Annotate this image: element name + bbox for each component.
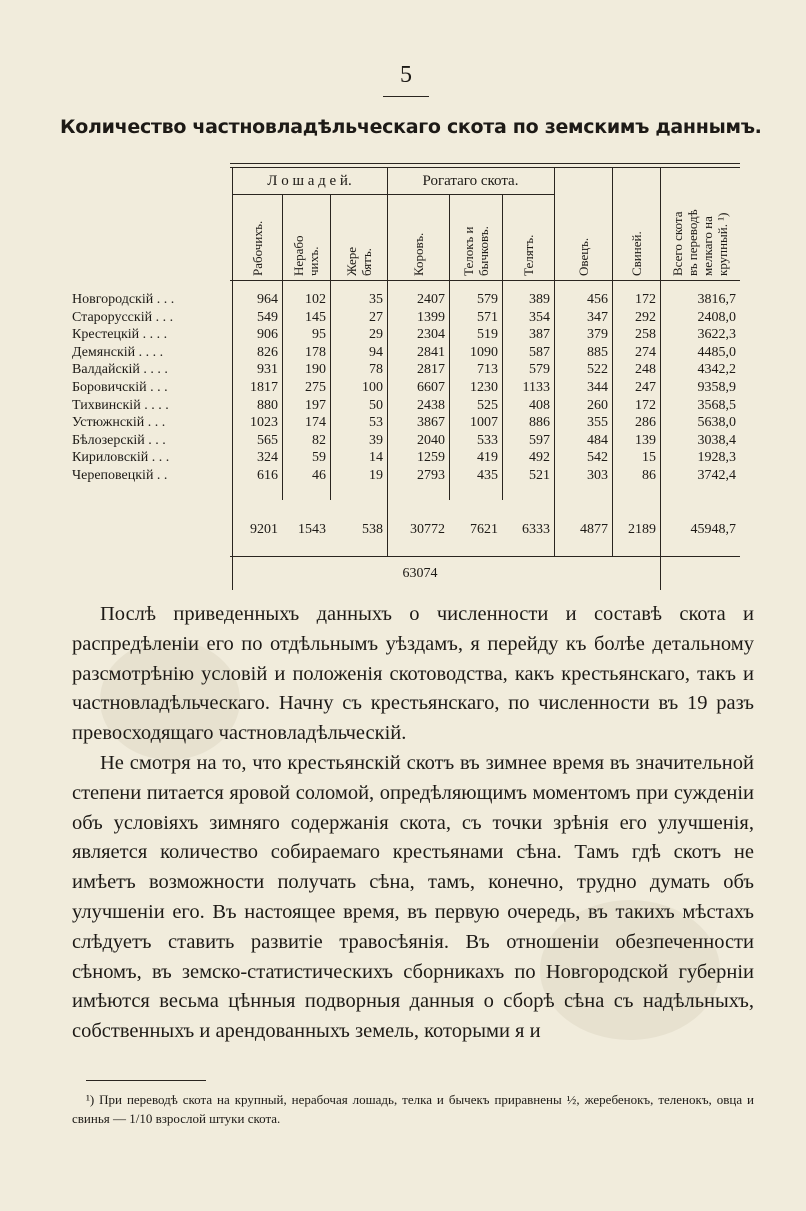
grand-total: 63074: [402, 566, 438, 581]
cell-working: 324: [257, 450, 278, 466]
cell-calves: 1133: [522, 380, 550, 395]
cell-total: 3622,3: [697, 327, 736, 343]
cell-sheep: 344: [587, 380, 608, 395]
cell-cows: 2407: [417, 292, 445, 307]
cell-cows: 3867: [417, 415, 445, 431]
district-name: Демянскій . . . .: [72, 344, 164, 360]
column-header-line: Телокъ и: [460, 226, 476, 276]
column-header-working: [250, 221, 265, 276]
table-top-rule: [230, 163, 740, 164]
column-header-line: Телятъ.: [520, 234, 536, 276]
cell-cows: 2438: [417, 397, 445, 413]
cell-working: 565: [257, 432, 278, 448]
column-header-foals: [344, 247, 374, 276]
column-header-line: бычковъ.: [475, 226, 491, 276]
group-header-cattle: Рогатаго скота.: [422, 173, 519, 189]
cell-cows: 2817: [417, 362, 445, 378]
column-header-calves: [521, 235, 536, 276]
cell-foals: 94: [369, 344, 383, 360]
cell-working: 549: [257, 309, 278, 325]
cell-pigs: 172: [635, 397, 656, 413]
cell-heifers: 713: [477, 362, 498, 378]
column-header-line: въ переводѣ: [685, 209, 700, 276]
total-total: 45948,7: [690, 522, 736, 537]
cell-sheep: 522: [587, 362, 608, 378]
cell-foals: 78: [369, 362, 383, 378]
table-top-rule-2: [230, 167, 740, 168]
cell-pigs: 139: [635, 432, 656, 448]
group-rule: [232, 194, 554, 195]
footnote: ¹) При переводѣ скота на крупный, нерабочая лошадь, телка и бычекъ приравнены ½, жеребенокъ, теленокъ, овца и свинья — 1/10 взрослой штуки скота.: [72, 1092, 754, 1126]
column-header-line: бятъ.: [358, 248, 374, 276]
cell-working: 880: [257, 397, 278, 413]
cell-calves: 354: [529, 309, 550, 325]
cell-sheep: 355: [587, 415, 608, 431]
cell-total: 1928,3: [697, 450, 736, 466]
cell-heifers: 579: [477, 292, 498, 307]
paragraph: Послѣ приведенныхъ данныхъ о численности и составѣ скота и распредѣленіи его по отдѣльнымъ уѣздамъ, я перейду къ болѣе детальному разсмотрѣнію условій и положенія скотоводства, какъ крестьянскаго, такъ и частновладѣльческаго. Начну съ крестьянскаго, по численности въ 19 разъ превосходящаго частновладѣльческій.: [72, 603, 754, 745]
district-name: Старорусскій . . .: [72, 309, 174, 325]
column-header-line: Нерабо: [291, 235, 306, 276]
cell-total: 3742,4: [697, 468, 736, 483]
cell-calves: 597: [529, 432, 550, 448]
cell-nonworking: 95: [312, 327, 326, 343]
cell-nonworking: 102: [305, 292, 326, 307]
cell-cows: 1259: [417, 450, 445, 466]
total-foals: 538: [362, 522, 383, 537]
cell-sheep: 542: [587, 450, 608, 466]
cell-nonworking: 275: [305, 380, 326, 395]
cell-working: 906: [257, 327, 278, 343]
cell-total: 9358,9: [697, 380, 736, 395]
cell-calves: 389: [529, 292, 550, 307]
cell-calves: 587: [529, 344, 550, 360]
district-name: Крестецкій . . . .: [72, 327, 168, 343]
page-title: Количество частновладѣльческаго скота по земскимъ даннымъ.: [60, 116, 762, 138]
paragraph: Не смотря на то, что крестьянскій скотъ въ зимнее время въ значительной степени питается яровой соломой, опредѣляющимъ моментомъ при сужденіи объ условіяхъ зимняго содержанія скота, съ точки зрѣнія его улучшенія, является количество собираемаго крестьянами сѣна. Тамъ гдѣ скотъ не имѣетъ возможности получать сѣна, тамъ, конечно, трудно думать объ улучшеніи его. Въ настоящее время, въ первую очередь, въ такихъ мѣстахъ слѣдуетъ ставить развитіе травосѣянія. Въ отношеніи обезпеченности сѣномъ, въ земско-статистическихъ сборникахъ по Новгородской губерніи имѣются весьма цѣнныя подворныя данныя о сборѣ сѣна съ надѣльныхъ, собственныхъ и арендованныхъ земель, которыми я и: [72, 751, 754, 1043]
cell-sheep: 456: [587, 292, 608, 307]
cell-cows: 1399: [417, 309, 445, 325]
cell-working: 1023: [250, 415, 278, 431]
cell-cows: 6607: [417, 380, 445, 395]
group-header-horses: Л о ш а д е й.: [267, 173, 352, 189]
column-header-line: мелкаго на: [700, 216, 715, 276]
district-name: Тихвинскій . . . .: [72, 397, 169, 413]
cell-calves: 387: [529, 327, 550, 343]
cell-heifers: 525: [477, 397, 498, 413]
column-header-heifers: [461, 226, 491, 276]
column-header-line: крупный. ¹): [715, 212, 730, 276]
cell-total: 2408,0: [697, 309, 736, 325]
cell-nonworking: 190: [305, 362, 326, 378]
cell-sheep: 347: [587, 309, 608, 325]
cell-sheep: 885: [587, 344, 608, 360]
column-header-pigs: [629, 231, 644, 276]
cell-nonworking: 174: [305, 415, 326, 431]
cell-working: 931: [257, 362, 278, 378]
column-header-line: Коровъ.: [410, 232, 426, 276]
cell-calves: 521: [529, 468, 550, 483]
footnote-rule: [86, 1080, 206, 1081]
cell-calves: 492: [529, 450, 550, 466]
column-header-line: Рабочихъ.: [249, 220, 265, 276]
cell-total: 3568,5: [697, 397, 736, 413]
cell-working: 1817: [250, 380, 278, 395]
column-header-line: Свиней.: [628, 231, 644, 276]
cell-pigs: 247: [635, 380, 656, 395]
district-name: Бѣлозерскій . . .: [72, 432, 166, 448]
column-header-total: [670, 209, 730, 276]
cell-pigs: 274: [635, 344, 656, 360]
cell-nonworking: 46: [312, 468, 326, 483]
column-header-line: Овецъ.: [575, 237, 591, 276]
cell-pigs: 258: [635, 327, 656, 343]
livestock-table: [0, 0, 806, 600]
column-header-cows: [411, 233, 426, 276]
cell-cows: 2793: [417, 468, 445, 483]
page-number: 5: [400, 62, 412, 88]
district-name: Новгородскій . . .: [72, 292, 175, 307]
cell-nonworking: 145: [305, 309, 326, 325]
cell-heifers: 1090: [470, 344, 498, 360]
header-bottom-rule: [230, 280, 740, 281]
cell-heifers: 419: [477, 450, 498, 466]
cell-cows: 2841: [417, 344, 445, 360]
total-sheep: 4877: [580, 522, 608, 537]
cell-total: 4485,0: [697, 344, 736, 360]
cell-foals: 39: [369, 432, 383, 448]
total-heifers: 7621: [470, 522, 498, 537]
total-nonworking: 1543: [298, 522, 326, 537]
cell-foals: 19: [369, 468, 383, 483]
cell-pigs: 292: [635, 309, 656, 325]
cell-sheep: 260: [587, 397, 608, 413]
total-calves: 6333: [522, 522, 550, 537]
district-name: Кириловскій . . .: [72, 450, 170, 466]
cell-sheep: 303: [587, 468, 608, 483]
cell-foals: 27: [369, 309, 383, 325]
cell-heifers: 435: [477, 468, 498, 483]
cell-heifers: 1230: [470, 380, 498, 395]
column-header-sheep: [576, 238, 591, 276]
cell-heifers: 519: [477, 327, 498, 343]
column-header-line: чихъ.: [306, 246, 321, 276]
cell-foals: 29: [369, 327, 383, 343]
cell-heifers: 1007: [470, 415, 498, 431]
column-header-line: Всего скота: [670, 211, 685, 276]
cell-total: 5638,0: [697, 415, 736, 431]
cell-pigs: 86: [642, 468, 656, 483]
cell-total: 4342,2: [697, 362, 736, 378]
cell-calves: 408: [529, 397, 550, 413]
district-name: Валдайскій . . . .: [72, 362, 168, 378]
cell-foals: 50: [369, 397, 383, 413]
cell-pigs: 172: [635, 292, 656, 307]
cell-total: 3038,4: [697, 432, 736, 448]
total-pigs: 2189: [628, 522, 656, 537]
cell-working: 964: [257, 292, 278, 307]
cell-nonworking: 82: [312, 432, 326, 448]
cell-cows: 2304: [417, 327, 445, 343]
cell-sheep: 379: [587, 327, 608, 343]
cell-pigs: 15: [642, 450, 656, 466]
cell-foals: 35: [369, 292, 383, 307]
cell-working: 616: [257, 468, 278, 483]
total-working: 9201: [250, 522, 278, 537]
cell-sheep: 484: [587, 432, 608, 448]
column-header-nonworking: [291, 235, 321, 276]
column-header-line: Жере: [343, 246, 359, 276]
cell-nonworking: 59: [312, 450, 326, 466]
cell-total: 3816,7: [697, 292, 736, 307]
cell-calves: 886: [529, 415, 550, 431]
body-text: [72, 600, 754, 1047]
total-cows: 30772: [410, 522, 445, 537]
cell-pigs: 286: [635, 415, 656, 431]
cell-heifers: 571: [477, 309, 498, 325]
district-name: Устюжнскій . . .: [72, 415, 166, 431]
cell-pigs: 248: [635, 362, 656, 378]
totals-bottom-rule: [230, 556, 740, 557]
cell-foals: 14: [369, 450, 383, 466]
cell-cows: 2040: [417, 432, 445, 448]
cell-calves: 579: [529, 362, 550, 378]
cell-foals: 100: [362, 380, 383, 395]
cell-heifers: 533: [477, 432, 498, 448]
cell-nonworking: 197: [305, 397, 326, 413]
cell-nonworking: 178: [305, 344, 326, 360]
district-name: Боровичскій . . .: [72, 380, 168, 395]
cell-working: 826: [257, 344, 278, 360]
cell-foals: 53: [369, 415, 383, 431]
district-name: Череповецкій . .: [72, 468, 168, 483]
